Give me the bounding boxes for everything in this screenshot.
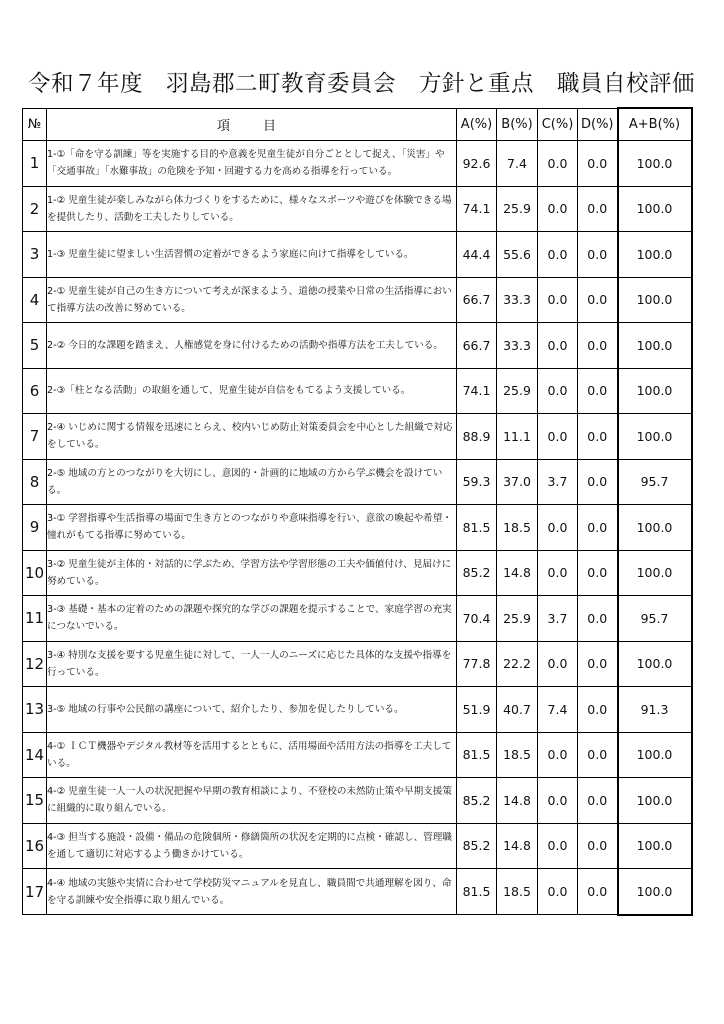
row-c-percent: 7.4 (538, 687, 578, 733)
table-row (23, 232, 692, 278)
table-row (23, 505, 692, 551)
row-d-percent: 0.0 (578, 414, 618, 460)
row-d-percent: 0.0 (578, 596, 618, 642)
row-a-percent: 59.3 (457, 459, 497, 505)
table-row (23, 550, 692, 596)
row-a-percent: 74.1 (457, 368, 497, 414)
row-number: 4 (23, 277, 47, 323)
row-ab-percent: 100.0 (618, 869, 692, 915)
row-b-percent: 11.1 (497, 414, 538, 460)
row-a-percent: 51.9 (457, 687, 497, 733)
row-item-text: 3-① 学習指導や生活指導の場面で生き方とのつながりや意味指導を行い、意欲の喚起や希望・憧れがもてる指導に努めている。 (47, 505, 457, 551)
row-ab-percent: 100.0 (618, 232, 692, 278)
row-number: 10 (23, 550, 47, 596)
row-item-text: 1-② 児童生徒が楽しみながら体力づくりをするために、様々なスポーツや遊びを体験できる場を提供したり、活動を工夫したりしている。 (47, 186, 457, 232)
row-d-percent: 0.0 (578, 141, 618, 187)
row-ab-percent: 100.0 (618, 550, 692, 596)
row-d-percent: 0.0 (578, 641, 618, 687)
row-a-percent: 85.2 (457, 823, 497, 869)
row-b-percent: 18.5 (497, 732, 538, 778)
row-b-percent: 25.9 (497, 368, 538, 414)
row-ab-percent: 100.0 (618, 141, 692, 187)
header-d: D(%) (578, 108, 618, 141)
row-c-percent: 0.0 (538, 232, 578, 278)
row-number: 12 (23, 641, 47, 687)
table-header-row (23, 108, 692, 141)
row-b-percent: 18.5 (497, 505, 538, 551)
row-c-percent: 0.0 (538, 732, 578, 778)
row-c-percent: 0.0 (538, 323, 578, 369)
table-row (23, 778, 692, 824)
row-item-text: 2-① 児童生徒が自己の生き方について考えが深まるよう、道徳の授業や日常の生活指導において指導方法の改善に努めている。 (47, 277, 457, 323)
row-b-percent: 14.8 (497, 823, 538, 869)
row-d-percent: 0.0 (578, 323, 618, 369)
row-c-percent: 3.7 (538, 596, 578, 642)
row-a-percent: 92.6 (457, 141, 497, 187)
row-number: 15 (23, 778, 47, 824)
row-d-percent: 0.0 (578, 823, 618, 869)
row-ab-percent: 100.0 (618, 414, 692, 460)
row-number: 3 (23, 232, 47, 278)
row-item-text: 1-③ 児童生徒に望ましい生活習慣の定着ができるよう家庭に向けて指導をしている。 (47, 232, 457, 278)
row-item-text: 4-② 児童生徒一人一人の状況把握や早期の教育相談により、不登校の未然防止策や早期支援策に組織的に取り組んでいる。 (47, 778, 457, 824)
row-item-text: 4-③ 担当する施設・設備・備品の危険個所・修繕箇所の状況を定期的に点検・確認し、管理職を通して適切に対応するよう働きかけている。 (47, 823, 457, 869)
row-item-text: 2-② 今日的な課題を踏まえ、人権感覚を身に付けるための活動や指導方法を工夫している。 (47, 323, 457, 369)
header-a: A(%) (457, 108, 497, 141)
row-number: 14 (23, 732, 47, 778)
row-b-percent: 33.3 (497, 277, 538, 323)
row-number: 5 (23, 323, 47, 369)
page-title: 令和７年度 羽島郡二町教育委員会 方針と重点 職員自校評価 (28, 71, 696, 97)
row-c-percent: 0.0 (538, 550, 578, 596)
row-d-percent: 0.0 (578, 459, 618, 505)
row-item-text: 2-④ いじめに関する情報を迅速にとらえ、校内いじめ防止対策委員会を中心とした組織で対応をしている。 (47, 414, 457, 460)
row-number: 16 (23, 823, 47, 869)
row-ab-percent: 95.7 (618, 596, 692, 642)
row-ab-percent: 95.7 (618, 459, 692, 505)
row-d-percent: 0.0 (578, 550, 618, 596)
row-c-percent: 0.0 (538, 368, 578, 414)
table-row (23, 277, 692, 323)
row-ab-percent: 100.0 (618, 778, 692, 824)
row-ab-percent: 100.0 (618, 277, 692, 323)
row-a-percent: 44.4 (457, 232, 497, 278)
row-a-percent: 66.7 (457, 277, 497, 323)
row-d-percent: 0.0 (578, 277, 618, 323)
row-ab-percent: 100.0 (618, 368, 692, 414)
row-d-percent: 0.0 (578, 368, 618, 414)
row-item-text: 1-①「命を守る訓練」等を実施する目的や意義を児童生徒が自分ごととして捉え、「災害」や「交通事故」「水難事故」の危険を予知・回避する力を高める指導を行っている。 (47, 141, 457, 187)
row-c-percent: 3.7 (538, 459, 578, 505)
table-row (23, 414, 692, 460)
row-ab-percent: 100.0 (618, 641, 692, 687)
row-d-percent: 0.0 (578, 505, 618, 551)
row-d-percent: 0.0 (578, 869, 618, 915)
row-number: 1 (23, 141, 47, 187)
row-a-percent: 88.9 (457, 414, 497, 460)
table-row (23, 823, 692, 869)
row-b-percent: 37.0 (497, 459, 538, 505)
row-d-percent: 0.0 (578, 687, 618, 733)
row-number: 8 (23, 459, 47, 505)
row-a-percent: 81.5 (457, 869, 497, 915)
header-c: C(%) (538, 108, 578, 141)
row-ab-percent: 100.0 (618, 505, 692, 551)
row-item-text: 3-④ 特別な支援を要する児童生徒に対して、一人一人のニーズに応じた具体的な支援や指導を行っている。 (47, 641, 457, 687)
header-item: 項 目 (47, 108, 457, 141)
row-item-text: 3-③ 基礎・基本の定着のための課題や探究的な学びの課題を提示することで、家庭学習の充実につないでいる。 (47, 596, 457, 642)
row-c-percent: 0.0 (538, 277, 578, 323)
row-c-percent: 0.0 (538, 869, 578, 915)
row-c-percent: 0.0 (538, 414, 578, 460)
row-a-percent: 81.5 (457, 505, 497, 551)
row-ab-percent: 100.0 (618, 732, 692, 778)
table-row (23, 596, 692, 642)
header-b: B(%) (497, 108, 538, 141)
row-item-text: 2-③「柱となる活動」の取組を通して、児童生徒が自信をもてるよう支援している。 (47, 368, 457, 414)
row-d-percent: 0.0 (578, 186, 618, 232)
row-number: 17 (23, 869, 47, 915)
row-b-percent: 14.8 (497, 550, 538, 596)
row-c-percent: 0.0 (538, 823, 578, 869)
row-d-percent: 0.0 (578, 732, 618, 778)
row-d-percent: 0.0 (578, 232, 618, 278)
table-row (23, 186, 692, 232)
evaluation-table (22, 107, 693, 916)
row-b-percent: 22.2 (497, 641, 538, 687)
row-d-percent: 0.0 (578, 778, 618, 824)
row-ab-percent: 100.0 (618, 823, 692, 869)
row-b-percent: 25.9 (497, 186, 538, 232)
row-b-percent: 14.8 (497, 778, 538, 824)
table-row (23, 641, 692, 687)
row-number: 7 (23, 414, 47, 460)
row-a-percent: 66.7 (457, 323, 497, 369)
row-item-text: 4-④ 地域の実態や実情に合わせて学校防災マニュアルを見直し、職員間で共通理解を図り、命を守る訓練や安全指導に取り組んでいる。 (47, 869, 457, 915)
table-row (23, 141, 692, 187)
row-c-percent: 0.0 (538, 141, 578, 187)
row-b-percent: 7.4 (497, 141, 538, 187)
row-a-percent: 85.2 (457, 778, 497, 824)
row-ab-percent: 91.3 (618, 687, 692, 733)
row-ab-percent: 100.0 (618, 323, 692, 369)
header-no: № (23, 108, 47, 141)
row-b-percent: 33.3 (497, 323, 538, 369)
header-ab: A+B(%) (618, 108, 692, 141)
row-number: 6 (23, 368, 47, 414)
row-item-text: 3-② 児童生徒が主体的・対話的に学ぶため、学習方法や学習形態の工夫や価値付け、見届けに努めている。 (47, 550, 457, 596)
row-a-percent: 77.8 (457, 641, 497, 687)
table-row (23, 459, 692, 505)
row-a-percent: 85.2 (457, 550, 497, 596)
row-number: 9 (23, 505, 47, 551)
table-row (23, 323, 692, 369)
row-ab-percent: 100.0 (618, 186, 692, 232)
row-b-percent: 25.9 (497, 596, 538, 642)
row-a-percent: 74.1 (457, 186, 497, 232)
row-number: 13 (23, 687, 47, 733)
row-b-percent: 55.6 (497, 232, 538, 278)
table-row (23, 732, 692, 778)
row-c-percent: 0.0 (538, 641, 578, 687)
table-row (23, 869, 692, 915)
row-item-text: 3-⑤ 地域の行事や公民館の講座について、紹介したり、参加を促したりしている。 (47, 687, 457, 733)
row-c-percent: 0.0 (538, 186, 578, 232)
row-a-percent: 70.4 (457, 596, 497, 642)
table-row (23, 368, 692, 414)
row-number: 11 (23, 596, 47, 642)
row-number: 2 (23, 186, 47, 232)
table-row (23, 687, 692, 733)
row-b-percent: 18.5 (497, 869, 538, 915)
row-b-percent: 40.7 (497, 687, 538, 733)
row-c-percent: 0.0 (538, 778, 578, 824)
row-item-text: 4-① ＩＣＴ機器やデジタル教材等を活用するとともに、活用場面や活用方法の指導を工夫している。 (47, 732, 457, 778)
row-c-percent: 0.0 (538, 505, 578, 551)
row-item-text: 2-⑤ 地域の方とのつながりを大切にし、意図的・計画的に地域の方から学ぶ機会を設けている。 (47, 459, 457, 505)
row-a-percent: 81.5 (457, 732, 497, 778)
